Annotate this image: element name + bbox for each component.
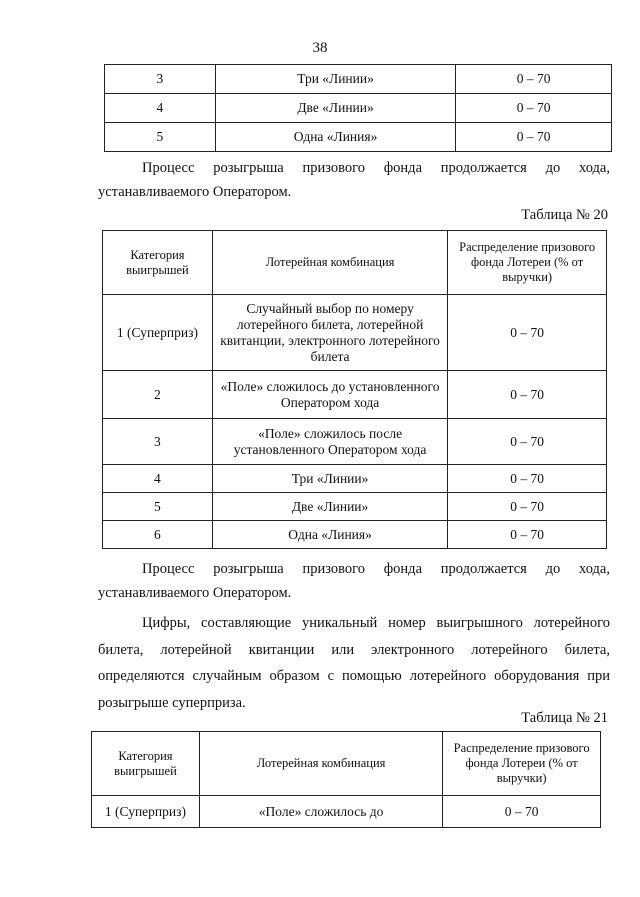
- category-cell: 5: [103, 493, 213, 521]
- category-cell: 5: [105, 123, 216, 152]
- table-row: [105, 123, 612, 152]
- distribution-cell: 0 – 70: [448, 521, 607, 549]
- distribution-cell: 0 – 70: [456, 94, 612, 123]
- category-cell: 3: [105, 65, 216, 94]
- table-row: [103, 521, 607, 549]
- table-row: [92, 796, 601, 828]
- distribution-cell: 0 – 70: [456, 65, 612, 94]
- table-21-caption: Таблица № 21: [521, 710, 608, 726]
- category-cell: 4: [103, 465, 213, 493]
- combination-cell: Одна «Линия»: [215, 123, 456, 152]
- category-cell: 6: [103, 521, 213, 549]
- table-row: [103, 419, 607, 465]
- distribution-cell: 0 – 70: [448, 295, 607, 371]
- distribution-cell: 0 – 70: [448, 465, 607, 493]
- header-distribution: Распределение призового фонда Лотереи (% от выручки): [443, 732, 601, 796]
- distribution-cell: 0 – 70: [443, 796, 601, 828]
- table-row: [103, 295, 607, 371]
- combination-cell: Три «Линии»: [212, 465, 447, 493]
- combination-cell: Одна «Линия»: [212, 521, 447, 549]
- combination-cell: Три «Линии»: [215, 65, 456, 94]
- category-cell: 4: [105, 94, 216, 123]
- combination-cell: «Поле» сложилось до: [199, 796, 442, 828]
- paragraph: Процесс розыгрыша призового фонда продолжается до хода, устанавливаемого Оператором.: [98, 561, 610, 601]
- table-header-row: [92, 732, 601, 796]
- combination-cell: «Поле» сложилось после установленного Оператором хода: [212, 419, 447, 465]
- distribution-cell: 0 – 70: [456, 123, 612, 152]
- table-row: [103, 465, 607, 493]
- paragraph: Цифры, составляющие уникальный номер выигрышного лотерейного билета, лотерейной квитанции или электронного лотерейного билета, определяются случайным образом с помощью лотерейного оборудования при розыгрыше суперприза.: [98, 615, 610, 711]
- table-20: [102, 230, 607, 549]
- category-cell: 1 (Суперприз): [103, 295, 213, 371]
- table-row: [105, 94, 612, 123]
- combination-cell: Случайный выбор по номеру лотерейного билета, лотерейной квитанции, электронного лотерейного билета: [212, 295, 447, 371]
- table-header-row: [103, 231, 607, 295]
- category-cell: 3: [103, 419, 213, 465]
- category-cell: 1 (Суперприз): [92, 796, 200, 828]
- table-row: [105, 65, 612, 94]
- combination-cell: Две «Линии»: [215, 94, 456, 123]
- header-combination: Лотерейная комбинация: [212, 231, 447, 295]
- distribution-cell: 0 – 70: [448, 493, 607, 521]
- header-category: Категория выигрышей: [103, 231, 213, 295]
- table-row: [103, 371, 607, 419]
- page-number: 38: [312, 40, 328, 56]
- table-continued: [104, 64, 612, 152]
- paragraph: Процесс розыгрыша призового фонда продолжается до хода, устанавливаемого Оператором.: [98, 160, 610, 200]
- table-20-caption: Таблица № 20: [521, 207, 608, 223]
- header-distribution: Распределение призового фонда Лотереи (% от выручки): [448, 231, 607, 295]
- combination-cell: Две «Линии»: [212, 493, 447, 521]
- combination-cell: «Поле» сложилось до установленного Оператором хода: [212, 371, 447, 419]
- distribution-cell: 0 – 70: [448, 419, 607, 465]
- header-combination: Лотерейная комбинация: [199, 732, 442, 796]
- table-21: [91, 731, 601, 828]
- table-row: [103, 493, 607, 521]
- category-cell: 2: [103, 371, 213, 419]
- header-category: Категория выигрышей: [92, 732, 200, 796]
- distribution-cell: 0 – 70: [448, 371, 607, 419]
